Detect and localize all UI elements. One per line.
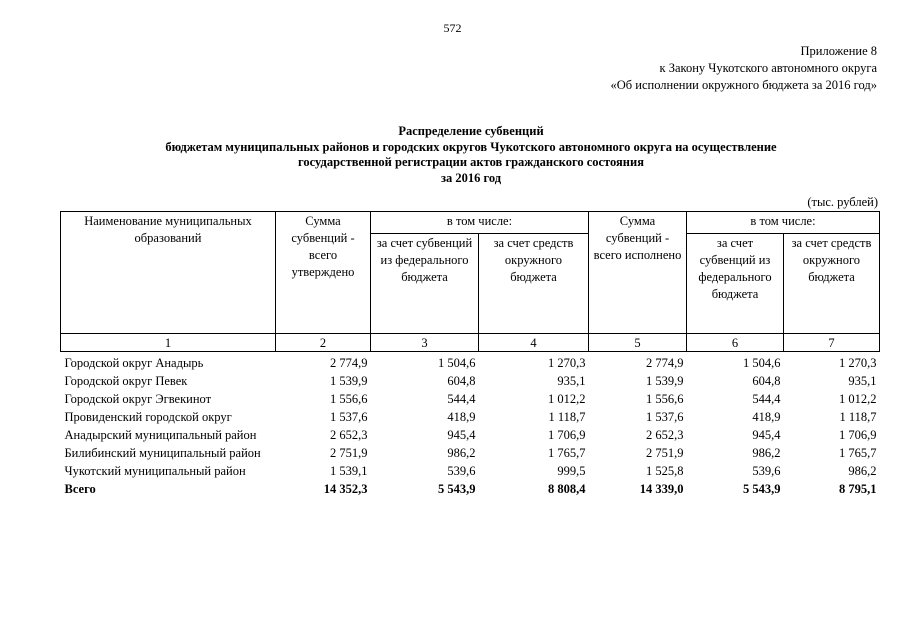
amount-cell: 2 652,3 (646, 428, 684, 442)
amount-cell: 5 543,9 (438, 482, 476, 496)
amount-cell: 935,1 (557, 374, 586, 388)
title-line: бюджетам муниципальных районов и городских округов Чукотского автономного округа на осуществление (165, 139, 777, 154)
title-line: государственной регистрации актов гражданского состояния (298, 155, 644, 169)
table-row (61, 372, 880, 390)
column-number: 5 (589, 334, 687, 352)
amount-cell: 5 543,9 (743, 482, 781, 496)
table-row (61, 352, 880, 373)
municipality-name-cell: Провиденский городской округ (64, 410, 232, 424)
amount-cell: 945,4 (447, 428, 476, 442)
amount-cell: 2 751,9 (330, 446, 368, 460)
column-number: 6 (687, 334, 784, 352)
amount-cell: 1 706,9 (839, 428, 877, 442)
units-label: (тыс. рублей) (807, 195, 878, 209)
amount-cell: 1 537,6 (330, 410, 368, 424)
amount-cell: 935,1 (848, 374, 877, 388)
header-federal-executed: за счет субвенций из федерального бюджета (687, 234, 784, 334)
amount-cell: 1 525,8 (646, 464, 684, 478)
table-row (61, 444, 880, 462)
header-federal-approved: за счет субвенций из федерального бюджета (371, 234, 479, 334)
municipality-name-cell: Чукотский муниципальный район (64, 464, 246, 478)
title-line: за 2016 год (440, 170, 502, 185)
municipality-name-cell: Городской округ Певек (64, 374, 188, 388)
amount-cell: 986,2 (447, 446, 476, 460)
amount-cell: 418,9 (752, 410, 781, 424)
amount-cell: 1 765,7 (548, 446, 586, 460)
amount-cell: 1 118,7 (548, 410, 586, 424)
amount-cell: 539,6 (447, 464, 476, 478)
municipality-name-cell: Анадырский муниципальный район (64, 428, 257, 442)
amount-cell: 1 539,1 (330, 464, 368, 478)
header-including: в том числе: (687, 212, 880, 234)
amount-cell: 1 118,7 (839, 410, 877, 424)
municipality-name-cell: Всего (64, 482, 96, 496)
amount-cell: 544,4 (752, 392, 781, 406)
amount-cell: 8 808,4 (548, 482, 586, 496)
amount-cell: 1 504,6 (743, 356, 781, 370)
amount-cell: 2 774,9 (646, 356, 684, 370)
amount-cell: 986,2 (752, 446, 781, 460)
column-number: 2 (276, 334, 371, 352)
amount-cell: 1 706,9 (548, 428, 586, 442)
amount-cell: 1 556,6 (330, 392, 368, 406)
appendix-line: «Об исполнении окружного бюджета за 2016 год» (610, 78, 877, 92)
header-including: в том числе: (371, 212, 589, 234)
amount-cell: 1 539,9 (330, 374, 368, 388)
column-number: 3 (371, 334, 479, 352)
column-number: 7 (784, 334, 880, 352)
table-row (61, 408, 880, 426)
municipality-name-cell: Городской округ Эгвекинот (64, 392, 212, 406)
amount-cell: 1 504,6 (438, 356, 476, 370)
amount-cell: 1 012,2 (548, 392, 586, 406)
total-row (61, 480, 880, 498)
appendix-note (611, 43, 878, 94)
column-number: 1 (61, 334, 276, 352)
amount-cell: 604,8 (447, 374, 476, 388)
table-row (61, 390, 880, 408)
amount-cell: 986,2 (848, 464, 877, 478)
appendix-line: к Закону Чукотского автономного округа (659, 61, 877, 75)
column-numbers-row (61, 334, 880, 352)
amount-cell: 604,8 (752, 374, 781, 388)
header-district-approved: за счет средств окружного бюджета (479, 234, 589, 334)
header-name: Наименование муниципальных образований (61, 212, 276, 334)
amount-cell: 1 012,2 (839, 392, 877, 406)
amount-cell: 418,9 (447, 410, 476, 424)
amount-cell: 999,5 (557, 464, 586, 478)
amount-cell: 1 537,6 (646, 410, 684, 424)
amount-cell: 8 795,1 (839, 482, 877, 496)
amount-cell: 1 556,6 (646, 392, 684, 406)
subventions-table (60, 211, 880, 498)
municipality-name-cell: Городской округ Анадырь (64, 356, 204, 370)
column-number: 4 (479, 334, 589, 352)
amount-cell: 14 352,3 (323, 482, 368, 496)
header-district-executed: за счет средств окружного бюджета (784, 234, 880, 334)
amount-cell: 1 765,7 (839, 446, 877, 460)
page-number: 572 (443, 21, 462, 35)
amount-cell: 2 652,3 (330, 428, 368, 442)
amount-cell: 539,6 (752, 464, 781, 478)
municipality-name-cell: Билибинский муниципальный район (64, 446, 261, 460)
amount-cell: 544,4 (447, 392, 476, 406)
title-line: Распределение субвенций (398, 124, 544, 138)
appendix-line: Приложение 8 (800, 44, 877, 58)
header-executed-total: Сумма субвенций - всего исполнено (589, 212, 687, 334)
document-title (0, 124, 905, 186)
amount-cell: 945,4 (752, 428, 781, 442)
amount-cell: 14 339,0 (639, 482, 684, 496)
table-row (61, 462, 880, 480)
amount-cell: 1 270,3 (548, 356, 586, 370)
header-approved-total: Сумма субвенций - всего утверждено (276, 212, 371, 334)
amount-cell: 2 751,9 (646, 446, 684, 460)
amount-cell: 1 539,9 (646, 374, 684, 388)
amount-cell: 1 270,3 (839, 356, 877, 370)
amount-cell: 2 774,9 (330, 356, 368, 370)
table-row (61, 426, 880, 444)
